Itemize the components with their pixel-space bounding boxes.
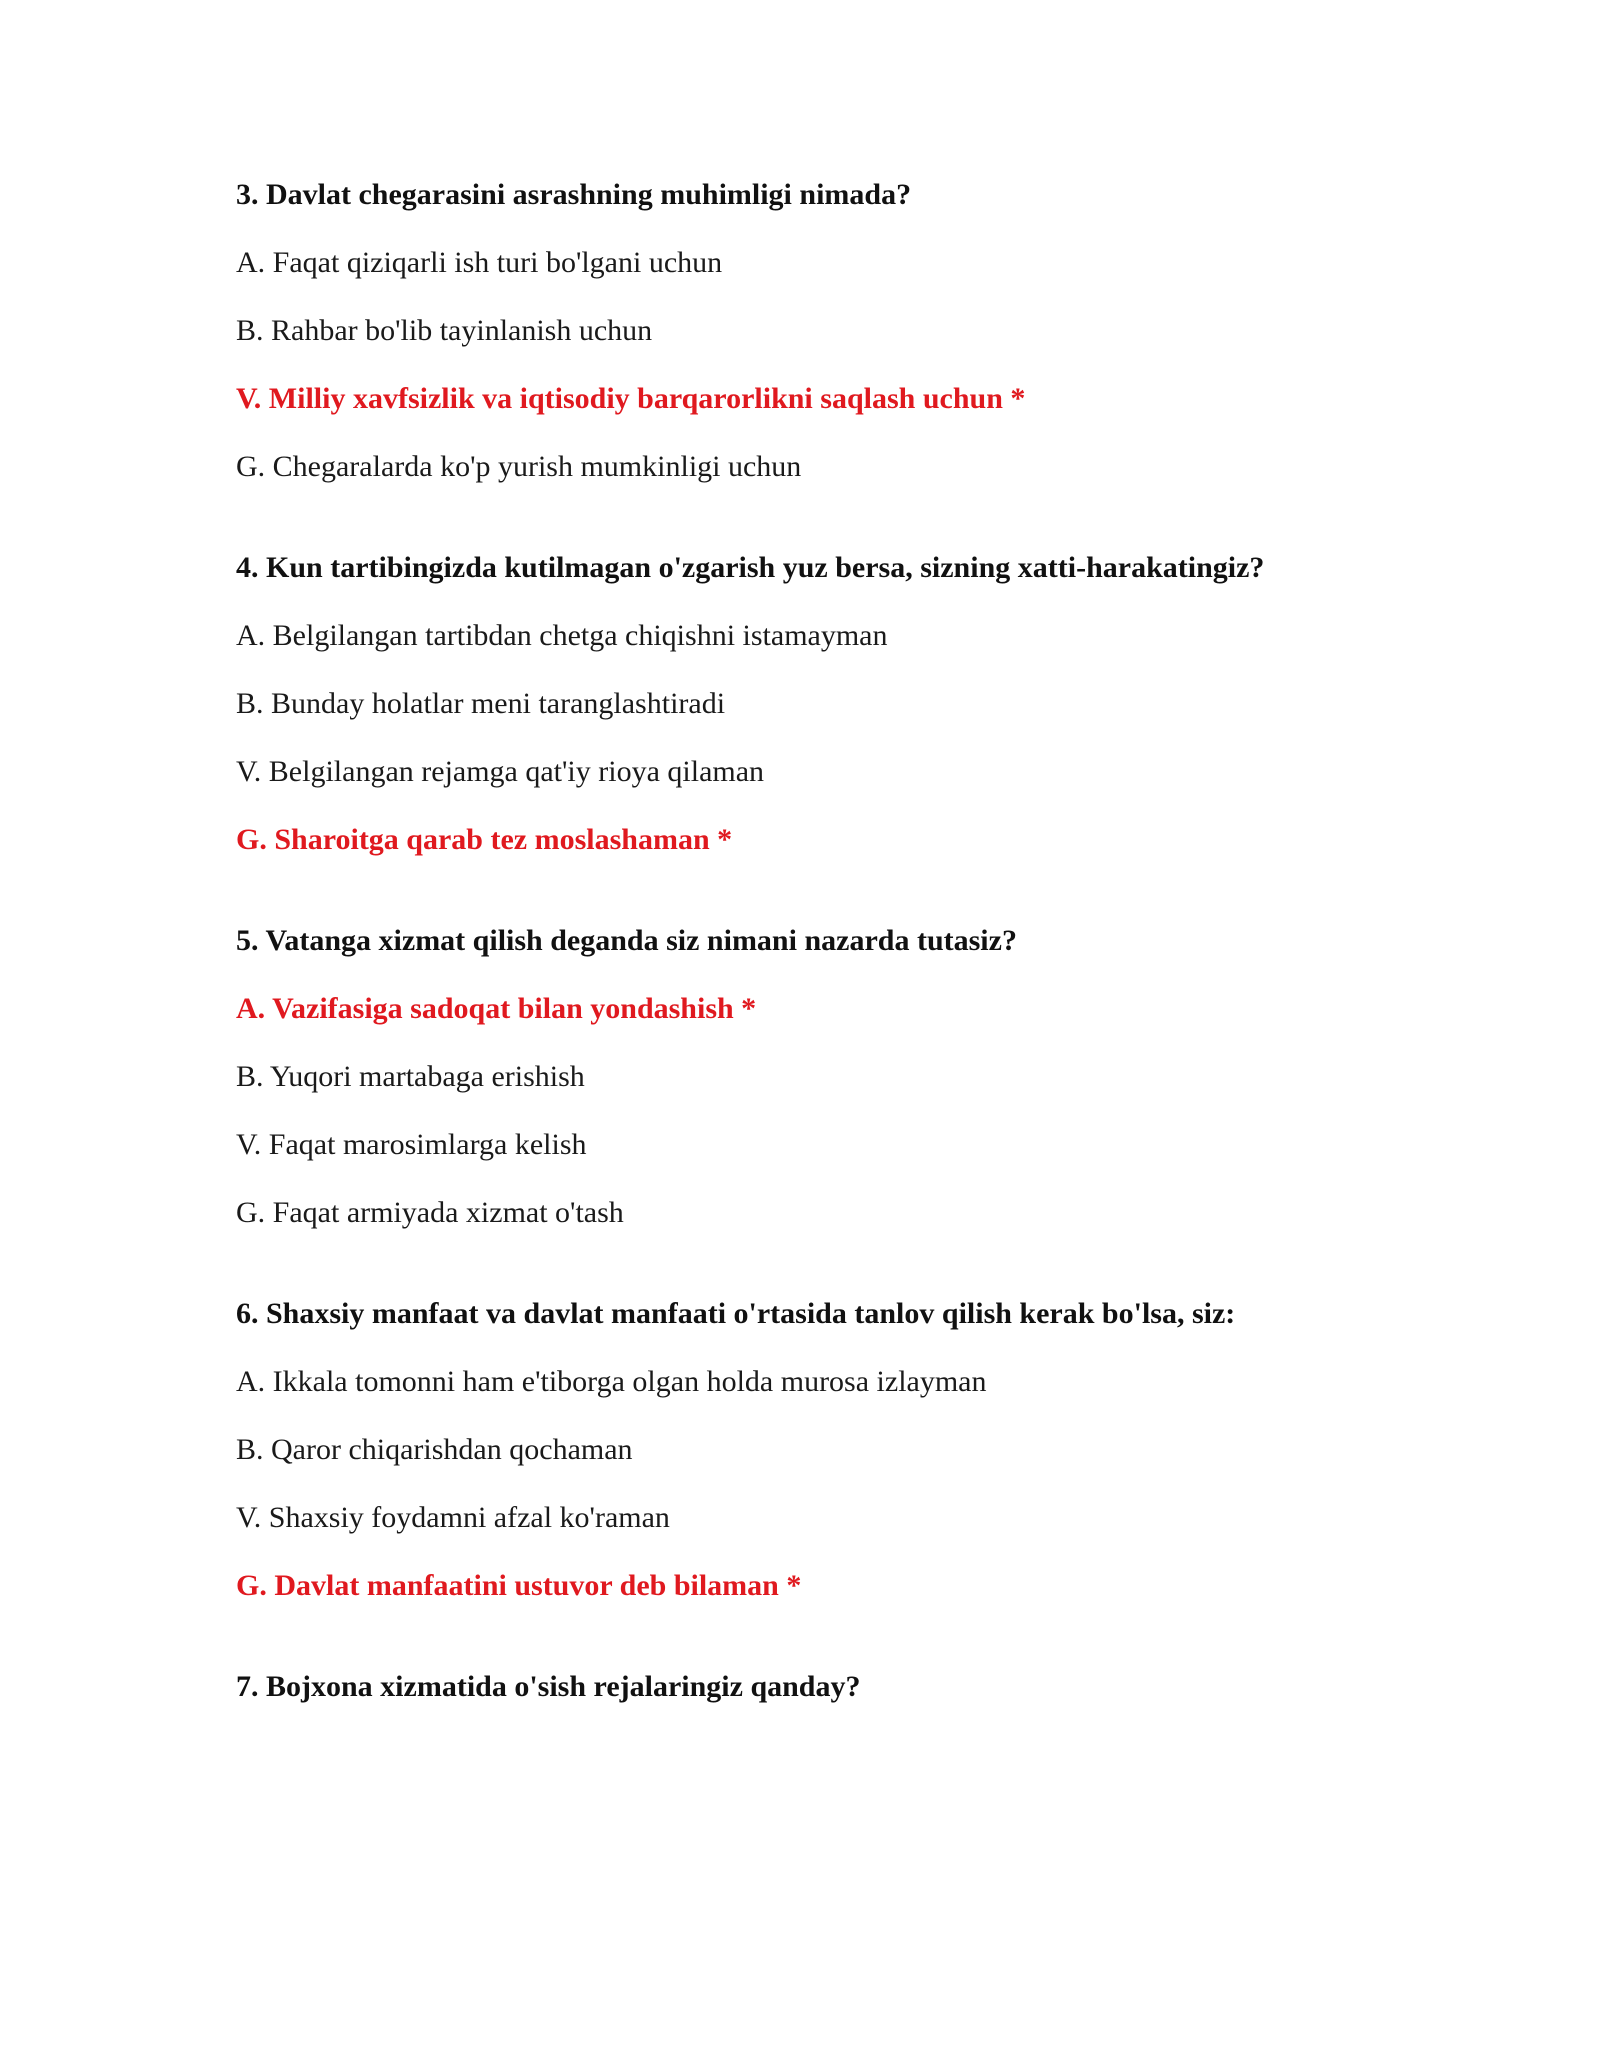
answer-option: B. Yuqori martabaga erishish <box>236 1060 585 1093</box>
answer-option: G. Chegaralarda ko'p yurish mumkinligi uchun <box>236 450 802 483</box>
answer-option: A. Ikkala tomonni ham e'tiborga olgan holda murosa izlayman <box>236 1365 987 1398</box>
answer-option-correct: V. Milliy xavfsizlik va iqtisodiy barqarorlikni saqlash uchun * <box>236 382 1026 415</box>
quiz-content <box>236 178 1476 1704</box>
question-block <box>236 551 1476 857</box>
question-text: 6. Shaxsiy manfaat va davlat manfaati o'rtasida tanlov qilish kerak bo'lsa, siz: <box>236 1297 1236 1330</box>
answer-option: V. Belgilangan rejamga qat'iy rioya qilaman <box>236 755 765 788</box>
question-text: 7. Bojxona xizmatida o'sish rejalaringiz qanday? <box>236 1670 861 1703</box>
answer-option: V. Shaxsiy foydamni afzal ko'raman <box>236 1501 670 1534</box>
answer-option: V. Faqat marosimlarga kelish <box>236 1128 587 1161</box>
answer-option: A. Belgilangan tartibdan chetga chiqishni istamayman <box>236 619 888 652</box>
question-block <box>236 924 1476 1230</box>
question-block <box>236 1297 1476 1603</box>
question-block <box>236 178 1476 484</box>
answer-option: G. Faqat armiyada xizmat o'tash <box>236 1196 624 1229</box>
question-text: 4. Kun tartibingizda kutilmagan o'zgarish yuz bersa, sizning xatti-harakatingiz? <box>236 551 1265 584</box>
answer-option-correct: A. Vazifasiga sadoqat bilan yondashish * <box>236 992 757 1025</box>
question-text: 5. Vatanga xizmat qilish deganda siz nimani nazarda tutasiz? <box>236 924 1017 957</box>
question-block <box>236 1670 1476 1704</box>
answer-option: B. Rahbar bo'lib tayinlanish uchun <box>236 314 653 347</box>
answer-option: B. Qaror chiqarishdan qochaman <box>236 1433 633 1466</box>
answer-option-correct: G. Sharoitga qarab tez moslashaman * <box>236 823 733 856</box>
question-text: 3. Davlat chegarasini asrashning muhimligi nimada? <box>236 178 912 211</box>
answer-option: A. Faqat qiziqarli ish turi bo'lgani uchun <box>236 246 723 279</box>
answer-option: B. Bunday holatlar meni taranglashtiradi <box>236 687 726 720</box>
answer-option-correct: G. Davlat manfaatini ustuvor deb bilaman * <box>236 1569 802 1602</box>
